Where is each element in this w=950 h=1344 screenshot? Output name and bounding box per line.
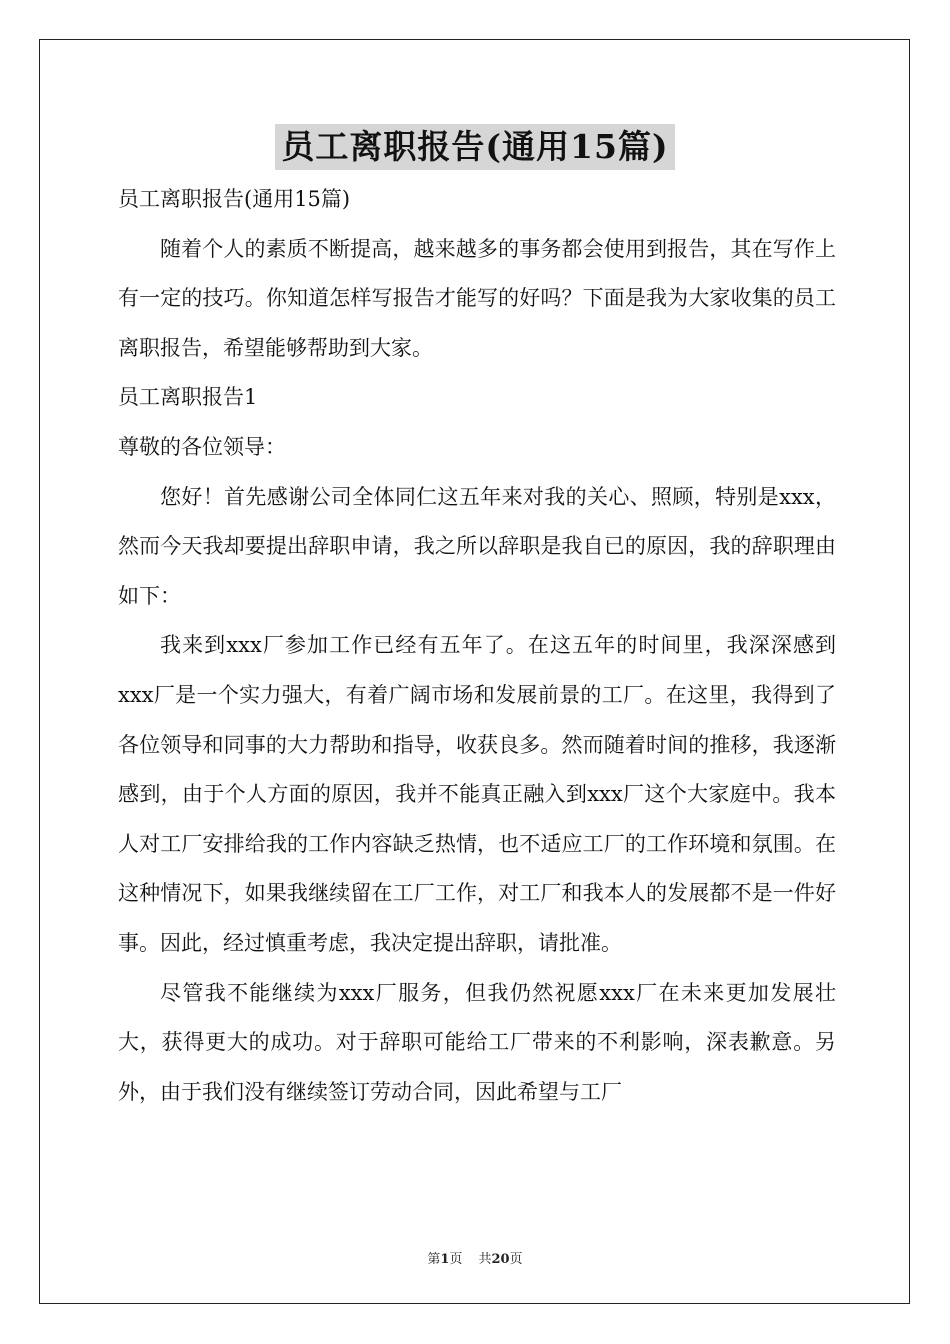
body-paragraph: 您好！首先感谢公司全体同仁这五年来对我的关心、照顾，特别是xxx，然而今天我却要提出辞职申请，我之所以辞职是我自已的原因，我的辞职理由如下： — [118, 484, 836, 608]
intro-paragraph: 随着个人的素质不断提高，越来越多的事务都会使用到报告，其在写作上有一定的技巧。你知道怎样写报告才能写的好吗？下面是我为大家收集的员工离职报告，希望能够帮助到大家。 — [118, 236, 836, 360]
total-suffix: 页 — [509, 1252, 523, 1267]
document-title: 员工离职报告(通用15篇) — [275, 124, 674, 170]
section-heading: 员工离职报告1 — [118, 385, 258, 410]
body-paragraph: 尽管我不能继续为xxx厂服务，但我仍然祝愿xxx厂在未来更加发展壮大，获得更大的成功。对于辞职可能给工厂带来的不利影响，深表歉意。另外，由于我们没有继续签订劳动合同，因此希望与工厂 — [118, 980, 836, 1104]
title-container — [0, 124, 950, 170]
document-subtitle: 员工离职报告(通用15篇) — [118, 187, 351, 211]
document-body — [118, 175, 836, 1117]
salutation: 尊敬的各位领导： — [118, 434, 286, 459]
total-pages: 20 — [491, 1252, 510, 1267]
page-number: 1 — [440, 1252, 450, 1267]
total-prefix: 共 — [478, 1252, 492, 1267]
page-suffix: 页 — [449, 1252, 463, 1267]
body-paragraph: 我来到xxx厂参加工作已经有五年了。在这五年的时间里，我深深感到xxx厂是一个实力强大，有着广阔市场和发展前景的工厂。在这里，我得到了各位领导和同事的大力帮助和指导，收获良多。然而随着时间的推移，我逐渐感到，由于个人方面的原因，我并不能真正融入到xxx厂这个大家庭中。我本人对工厂安排给我的工作内容缺乏热情，也不适应工厂的工作环境和氛围。在这种情况下，如果我继续留在工厂工作，对工厂和我本人的发展都不是一件好事。因此，经过慎重考虑，我决定提出辞职，请批准。 — [118, 633, 836, 955]
page-prefix: 第 — [427, 1252, 441, 1267]
page-footer — [0, 1248, 950, 1267]
